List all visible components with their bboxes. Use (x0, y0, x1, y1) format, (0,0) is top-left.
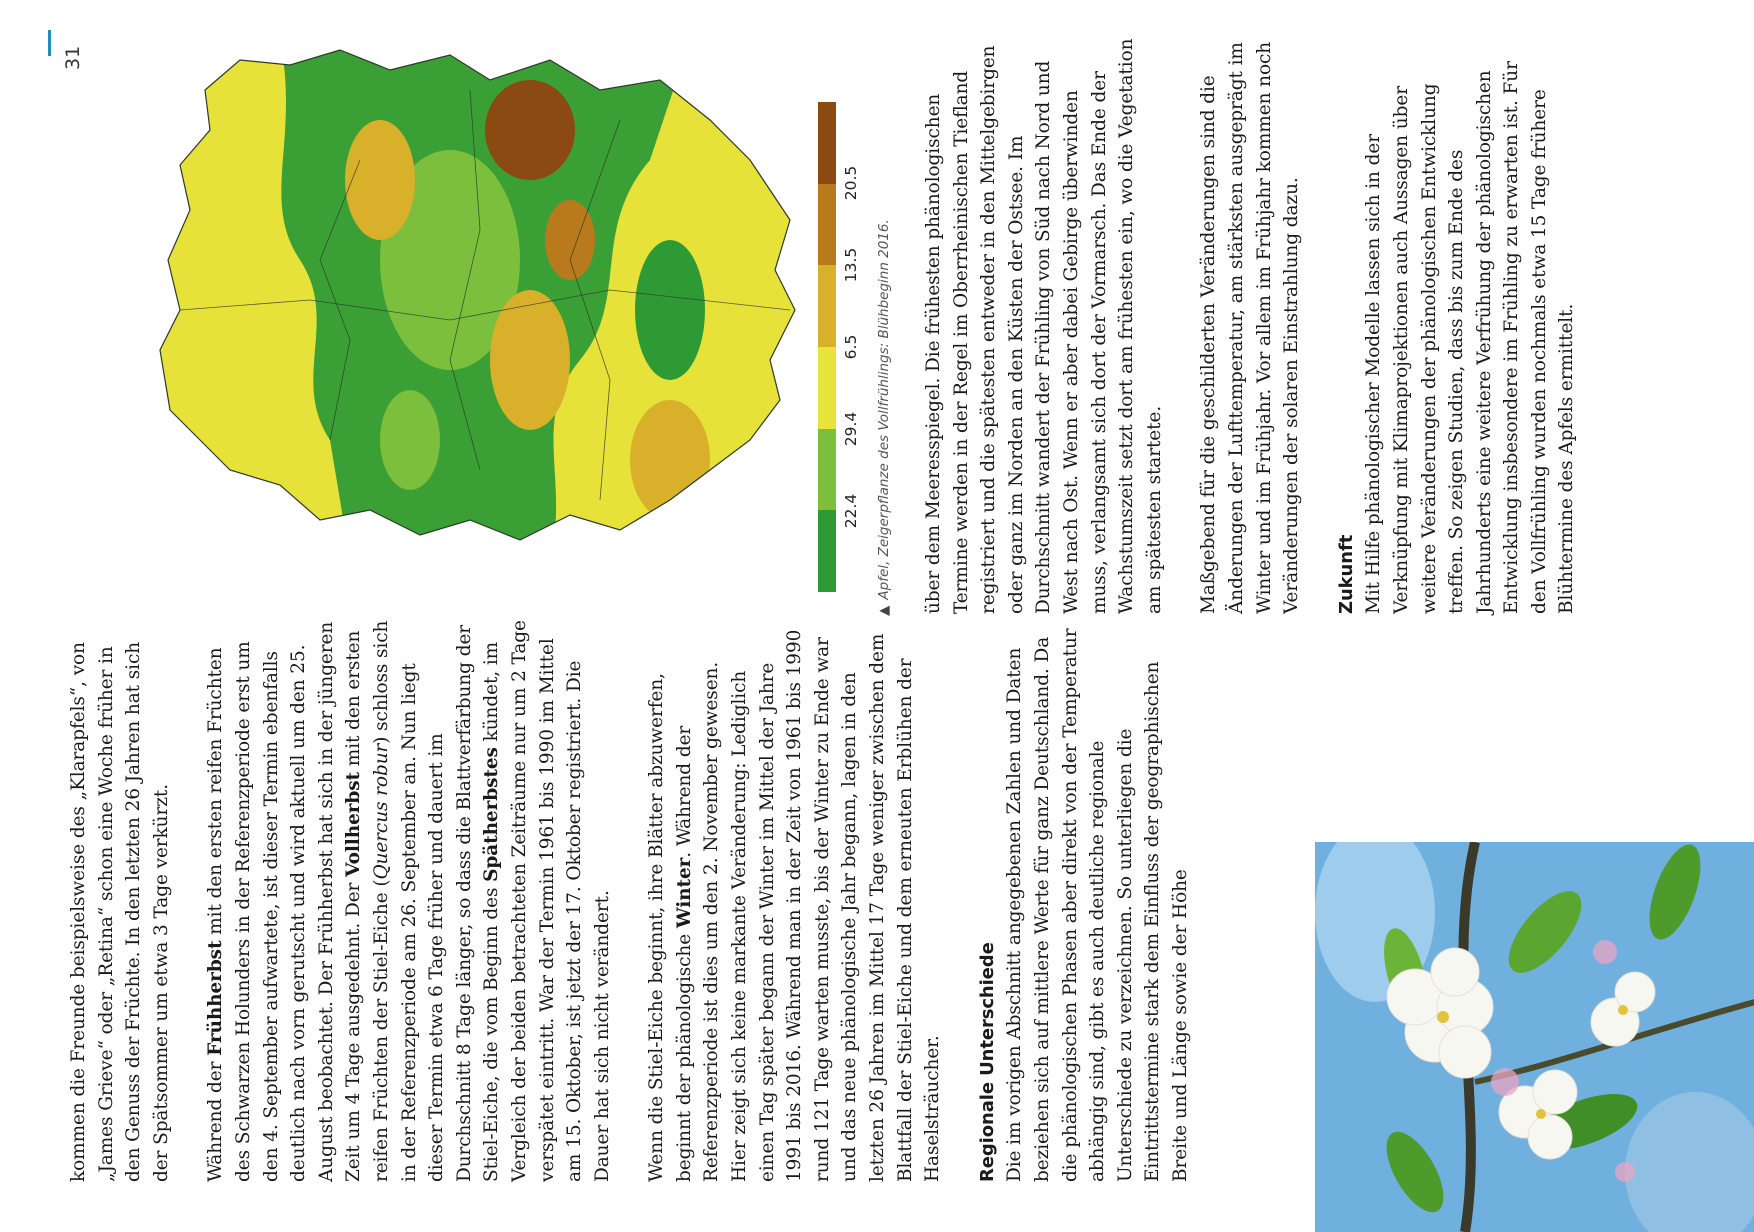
text-run: Wenn die Stiel-Eiche beginnt, ihre Blätter abzuwerfen, beginnt der phänologische (646, 673, 695, 1182)
caption-text: Apfel, Zeigerpflanze des Vollfrühlings: Blühbeginn 2016. (876, 219, 892, 600)
text-run: Während der (205, 1055, 227, 1182)
page-number: 31 (62, 45, 84, 70)
bold-term-winter: Winter (673, 857, 695, 929)
legend-swatch (818, 347, 836, 429)
phenology-map (150, 40, 805, 560)
text-run: mit den ersten reifen Früchten der Stiel-Eiche ( (343, 630, 392, 1182)
paragraph (643, 617, 947, 1182)
legend-label: 20.5 (842, 165, 860, 201)
bold-term-spaetherbst: Spätherbstes (481, 747, 503, 882)
text-run: ) schloss sich in der Referenzperiode am 26. September an. Nun liegt dieser Termin etwa 6 Tage früher und dauert im Durchschnitt 8 Tage länger, so dass die Blattverfärbung der Stiel-Eiche, die vom Beginn des (370, 620, 503, 1182)
legend-color-scale (818, 102, 836, 592)
legend-label: 13.5 (842, 247, 860, 283)
legend-swatch (818, 184, 836, 266)
paragraph (202, 617, 616, 1182)
paragraph: Die im vorigen Abschnitt angegebenen Zahlen und Daten beziehen sich auf mittlere Werte für ganz Deutschland. Da die phänologischen Phasen aber direkt von der Temperatur abhängig sind, gibt es auch deutliche regionale Unterschiede zu verzeichnen. So unterliegen die Eintrittstermine stark dem Einfluss der geographischen Breite und Länge sowie der Höhe (1004, 628, 1191, 1182)
italic-species-name: Quercus robur (370, 743, 392, 880)
paragraph: Maßgebend für die geschilderten Veränderungen sind die Änderungen der Lufttemperatur, am stärksten ausgeprägt im Winter und im Frühjahr. Vor allem im Frühjahr kommen noch Veränderungen der solaren Einstrahlung dazu. (1198, 41, 1303, 614)
text-run: kündet, im Vergleich der beiden betrachteten Zeiträume nur um 2 Tage verspätet eintritt. War der Termin 1961 bis 1990 im Mittel am 15. Oktober, ist jetzt der 17. Oktober registriert. Die Dauer hat sich nicht verändert. (481, 620, 613, 1182)
bold-term-fruehherbst: Frühherbst (205, 940, 227, 1056)
bold-term-vollherbst: Vollherbst (343, 772, 365, 877)
paragraph: Mit Hilfe phänologischer Modelle lassen sich in der Verknüpfung mit Klimaprojektionen auch Aussagen über weitere Veränderungen der phänologischen Entwicklung treffen. So zeigen Studien, dass bis zum Ende des Jahrhunderts eine weitere Verfrühung der phänologischen Entwicklung insbesondere im Frühling zu erwarten ist. Für den Vollfrühling wurden nochmals etwa 15 Tage frühere Blühtermine des Apfels ermittelt. (1363, 61, 1578, 614)
legend-label: 22.4 (842, 493, 860, 529)
legend-swatch (818, 265, 836, 347)
map-caption (876, 56, 892, 616)
legend-label: 6.5 (842, 334, 860, 360)
text-column-2 (920, 34, 1608, 614)
paragraph: kommen die Freunde beispielsweise des „Klarapfels“, von „James Grieve“ oder „Retina“ schon eine Woche früher in den Genuss der Früchte. In den letzten 26 Jahren hat sich der Spätsommer um etwa 3 Tage verkürzt. (68, 641, 172, 1182)
legend-swatch (818, 429, 836, 511)
legend-swatch (818, 510, 836, 592)
legend-label: 29.4 (842, 411, 860, 447)
apple-blossom-photo (1315, 842, 1754, 1232)
apple-blossom-image (1315, 842, 1754, 1232)
text-column-1 (65, 617, 1222, 1182)
page-number-accent-bar (48, 30, 51, 56)
section-heading-zukunft: Zukunft (1335, 534, 1357, 614)
text-run: . Während der Referenzperiode ist dies um den 2. November gewesen. Hier zeigt sich keine markante Veränderung: Lediglich einen Tag später begann der Winter im Mittel der Jahre 1991 bis 2016. Während man in der Zeit von 1961 bis 1990 rund 121 Tage warten musste, bis der Winter zu Ende war und das neue phänologische Jahr begann, lagen in den letzten 26 Jahren im Mittel 17 Tage weniger zwischen dem Blattfall der Stiel-Eiche und dem erneuten Erblühen der Haselsträucher. (673, 629, 944, 1182)
caption-marker: ▲ (876, 605, 892, 616)
text-run: mit den ersten reifen Früchten des Schwarzen Holunders in der Referenzperiode erst um den 4. September aufwartete, ist dieser Termin ebenfalls deutlich nach vorn gerutscht und wird aktuell um den 25. August beobachtet. Der Frühherbst hat sich in der jüngeren Zeit um 4 Tage ausgedehnt. Der (205, 621, 365, 1182)
section-heading-regionale-unterschiede: Regionale Unterschiede (976, 942, 998, 1182)
germany-bloom-map-image (150, 40, 805, 560)
paragraph: über dem Meeresspiegel. Die frühesten phänologischen Termine werden in der Regel im Oberrheinischen Tiefland registriert und die spätesten entweder in den Mittelgebirgen oder ganz im Norden an den Küsten der Ostsee. Im Durchschnitt wandert der Frühling von Süd nach Nord und West nach Ost. Wenn er aber dabei Gebirge überwinden muss, verlangsamt sich dort der Vormarsch. Das Ende der Wachstumszeit setzt dort am frühesten ein, wo die Vegetation am spätesten startete. (923, 38, 1165, 614)
legend-swatch (818, 102, 836, 184)
